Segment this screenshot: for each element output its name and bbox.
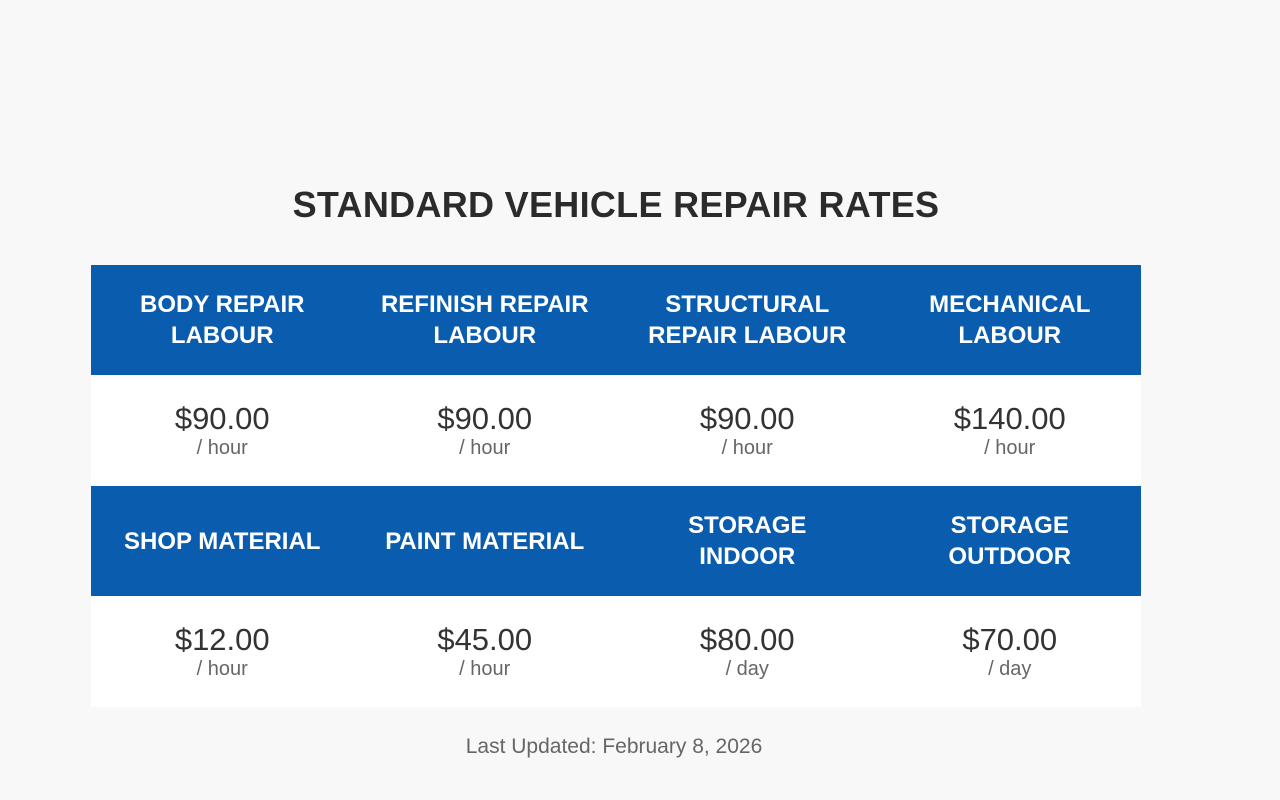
rates-table-materials-storage bbox=[91, 486, 1141, 707]
rate-unit: / hour bbox=[196, 657, 248, 680]
rates-table-labour bbox=[91, 265, 1141, 486]
rate-price: $12.00 bbox=[174, 621, 270, 657]
header-structural-repair-labour bbox=[616, 265, 879, 375]
header-storage-indoor bbox=[616, 486, 879, 596]
header-paint-material bbox=[354, 486, 617, 596]
header-body-repair-labour bbox=[91, 265, 354, 375]
header-line: LABOUR bbox=[958, 322, 1062, 349]
rate-unit: / hour bbox=[196, 436, 248, 459]
header-refinish-repair-labour bbox=[354, 265, 617, 375]
rate-unit: / hour bbox=[459, 657, 511, 680]
header-line: INDOOR bbox=[699, 543, 796, 570]
rate-price: $90.00 bbox=[699, 400, 795, 436]
rate-cell bbox=[616, 596, 879, 707]
header-line: STORAGE bbox=[950, 512, 1069, 539]
header-line: MECHANICAL bbox=[929, 291, 1091, 318]
header-line: OUTDOOR bbox=[948, 543, 1072, 570]
page-title: STANDARD VEHICLE REPAIR RATES bbox=[292, 184, 940, 225]
header-line: SHOP MATERIAL bbox=[124, 527, 321, 555]
table-value-row bbox=[91, 596, 1141, 707]
rate-unit: / hour bbox=[459, 436, 511, 459]
table-header-row bbox=[91, 265, 1141, 375]
rate-price: $90.00 bbox=[437, 400, 533, 436]
rate-cell bbox=[91, 596, 354, 707]
header-line: REPAIR LABOUR bbox=[648, 322, 847, 349]
rate-price: $45.00 bbox=[437, 621, 533, 657]
header-line: LABOUR bbox=[433, 322, 537, 349]
rate-unit: / day bbox=[988, 657, 1032, 680]
rate-cell bbox=[616, 375, 879, 486]
header-line: STORAGE bbox=[688, 512, 807, 539]
header-line: PAINT MATERIAL bbox=[385, 527, 585, 555]
rate-unit: / hour bbox=[721, 436, 773, 459]
rate-unit: / day bbox=[725, 657, 769, 680]
rate-cell bbox=[879, 375, 1142, 486]
table-header-row bbox=[91, 486, 1141, 596]
rate-price: $140.00 bbox=[953, 400, 1066, 436]
rate-unit: / hour bbox=[984, 436, 1036, 459]
header-storage-outdoor bbox=[879, 486, 1142, 596]
header-line: BODY REPAIR bbox=[140, 291, 305, 318]
rate-price: $80.00 bbox=[699, 621, 795, 657]
rate-price: $90.00 bbox=[174, 400, 270, 436]
header-shop-material bbox=[91, 486, 354, 596]
table-value-row bbox=[91, 375, 1141, 486]
header-mechanical-labour bbox=[879, 265, 1142, 375]
rate-cell bbox=[91, 375, 354, 486]
header-line: REFINISH REPAIR bbox=[380, 291, 589, 318]
header-line: LABOUR bbox=[170, 322, 274, 349]
rate-cell bbox=[879, 596, 1142, 707]
header-line: STRUCTURAL bbox=[665, 291, 830, 318]
rate-cell bbox=[354, 596, 617, 707]
rate-price: $70.00 bbox=[962, 621, 1058, 657]
last-updated-text: Last Updated: February 8, 2026 bbox=[465, 735, 763, 758]
rate-cell bbox=[354, 375, 617, 486]
